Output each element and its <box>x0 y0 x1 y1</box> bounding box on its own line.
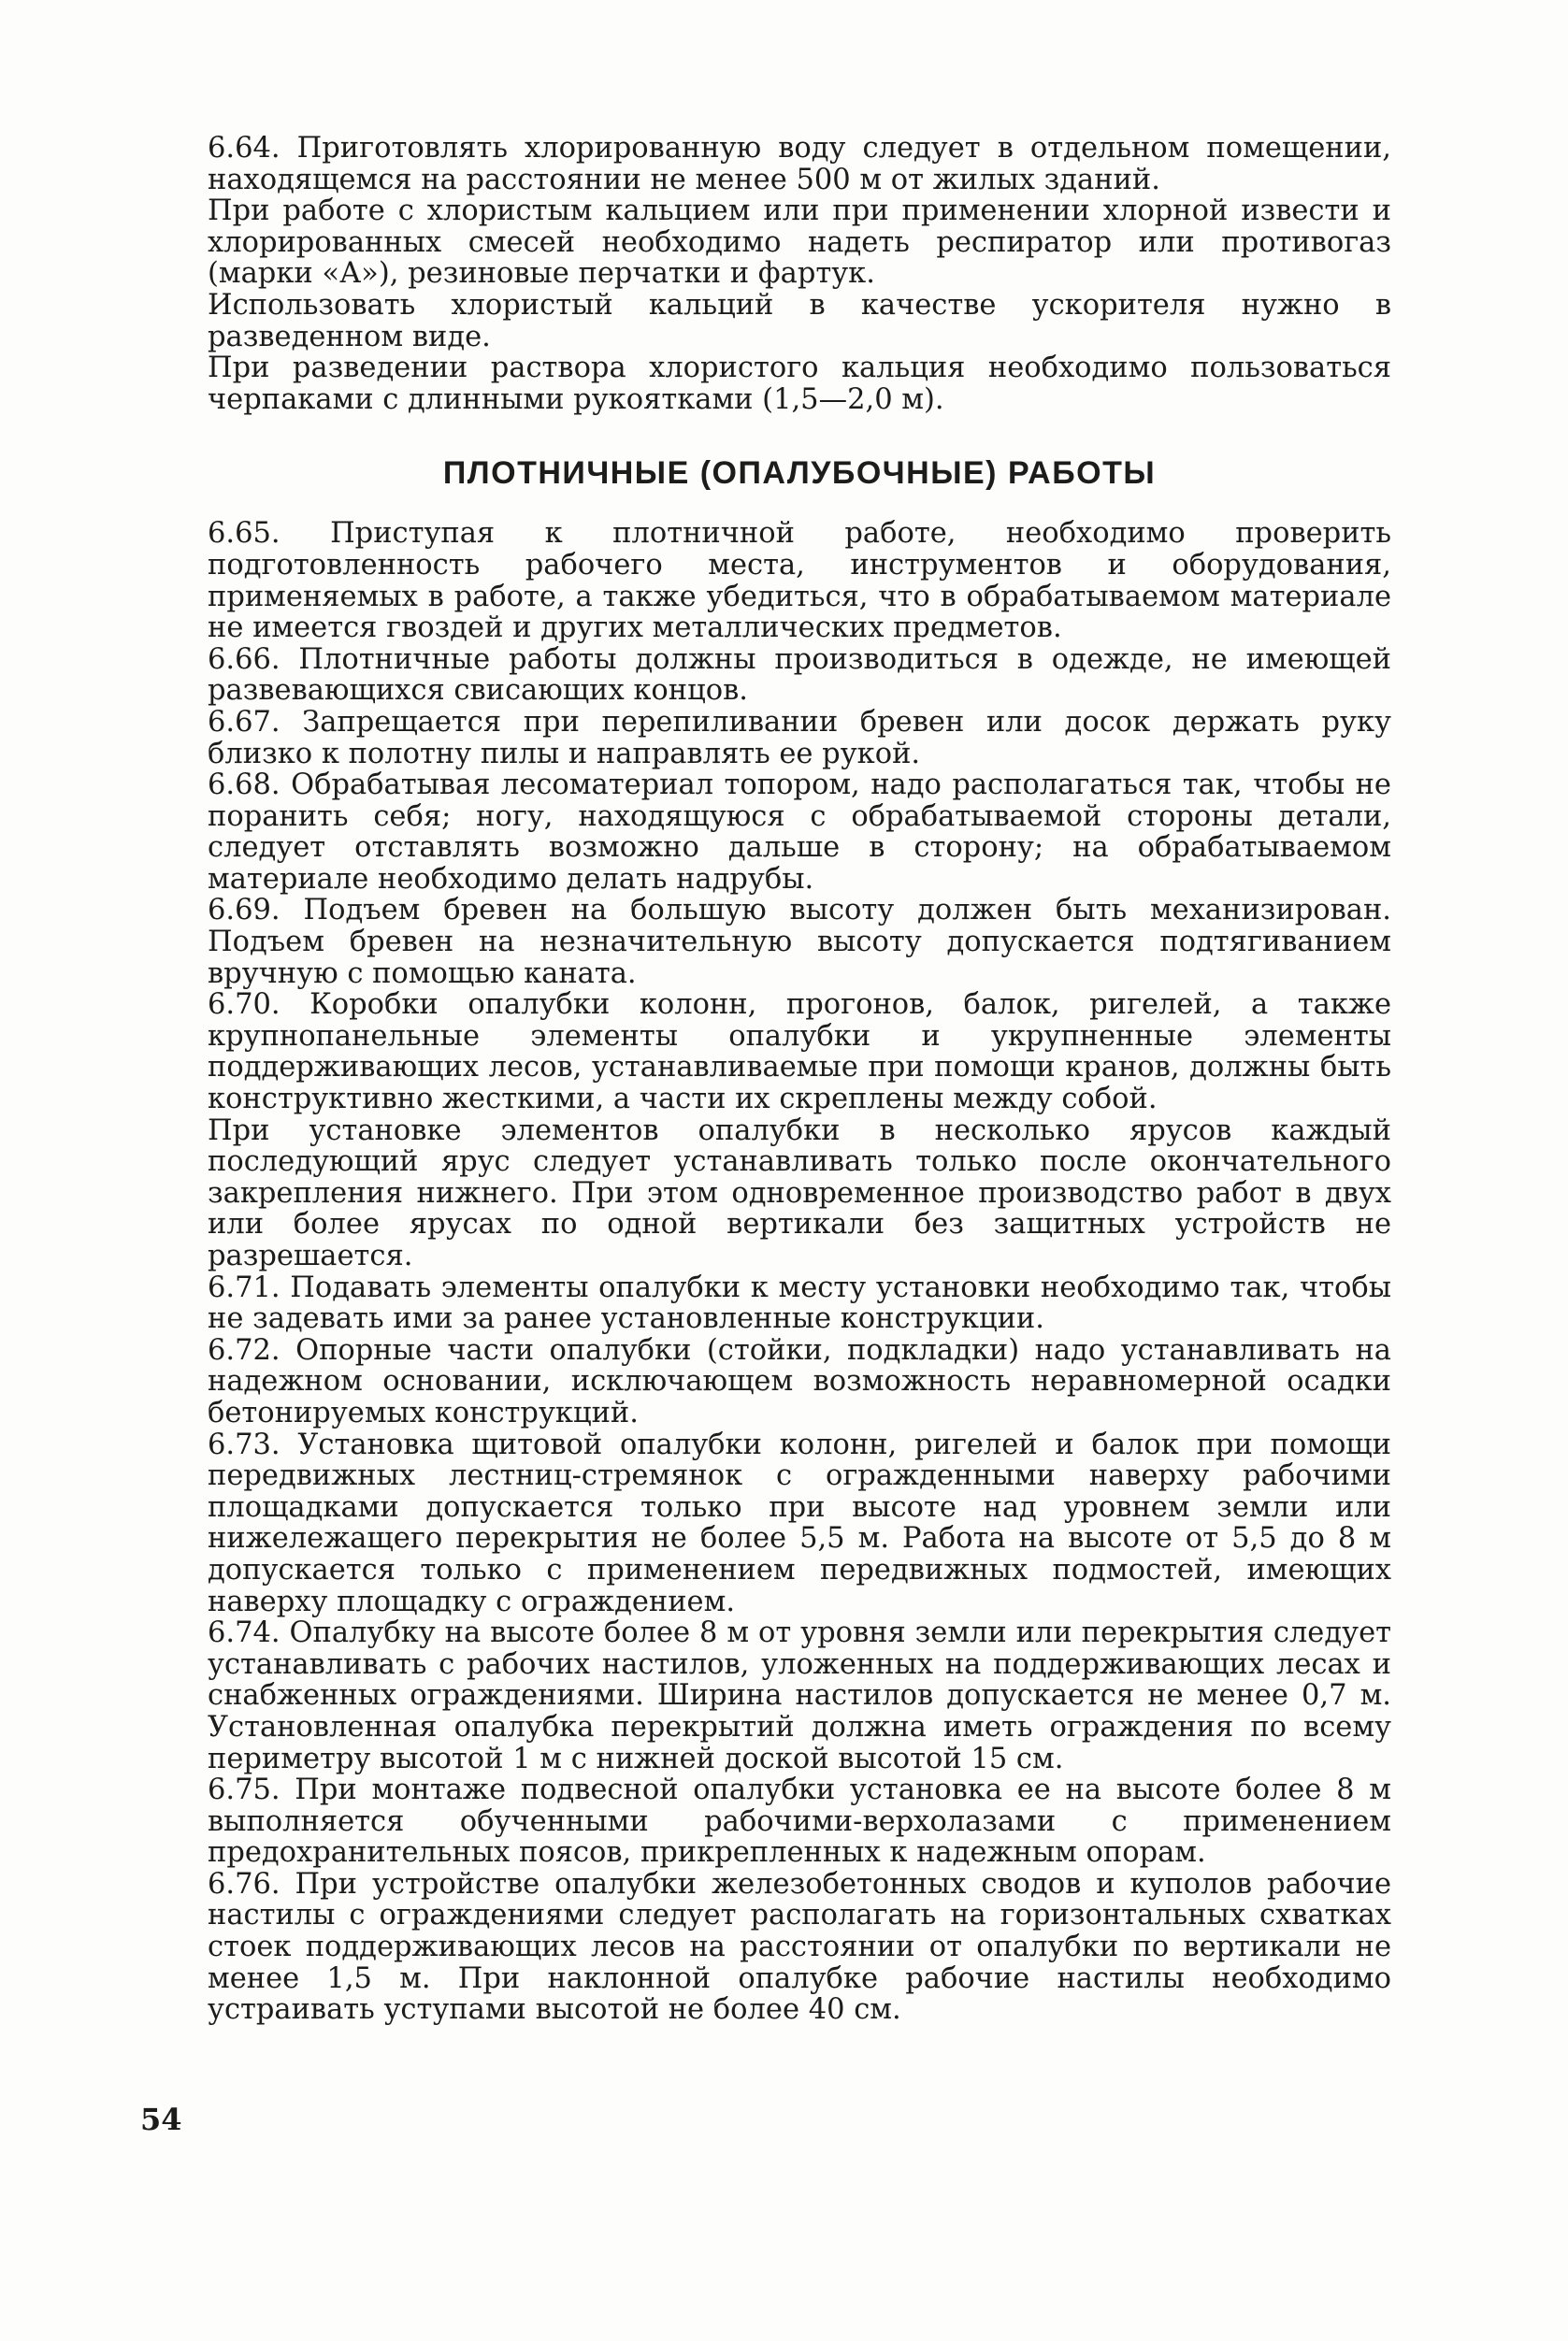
paragraph-6-67: 6.67. Запрещается при перепиливании бревен или досок держать руку близко к полотну пилы и направлять ее рукой. <box>208 705 1391 770</box>
paragraph-6-69: 6.69. Подъем бревен на большую высоту должен быть механизирован. Подъем бревен на незначительную высоту допускается подтягиванием вручную с помощью каната. <box>208 894 1391 990</box>
paragraph-accelerator: Использовать хлористый кальций в качестве ускорителя нужно в разведенном виде. <box>208 288 1391 353</box>
paragraph-tiers: При установке элементов опалубки в несколько ярусов каждый последующий ярус следует устанавливать только после окончательного закрепления нижнего. При этом одновременное производство работ в двух или более ярусах по одной вертикали без защитных устройств не разрешается. <box>208 1113 1391 1272</box>
paragraph-6-71: 6.71. Подавать элементы опалубки к месту установки необходимо так, чтобы не задевать ими за ранее установленные конструкции. <box>208 1271 1391 1336</box>
paragraph-6-76: 6.76. При устройстве опалубки железобетонных сводов и куполов рабочие настилы с ограждениями следует располагать на горизонтальных схватках стоек поддерживающих лесов на расстоянии от опалубки по вертикали не менее 1,5 м. При наклонной опалубке рабочие настилы необходимо устраивать уступами высотой не более 40 см. <box>208 1867 1391 2027</box>
text-column <box>208 133 1391 2026</box>
paragraph-6-66: 6.66. Плотничные работы должны производиться в одежде, не имеющей развевающихся свисающих концов. <box>208 642 1391 708</box>
paragraph-6-75: 6.75. При монтаже подвесной опалубки установка ее на высоте более 8 м выполняется обученными рабочими-верхолазами с применением предохранительных поясов, прикрепленных к надежным опорам. <box>208 1774 1391 1870</box>
page-number: 54 <box>140 2102 182 2137</box>
paragraph-6-68: 6.68. Обрабатывая лесоматериал топором, надо располагаться так, чтобы не поранить себя; ногу, находящуюся с обрабатываемой стороны детали, следует отставлять возможно дальше в сторону; на обрабатываемом материале необходимо делать надрубы. <box>208 768 1391 896</box>
paragraph-respirator: При работе с хлористым кальцием или при применении хлорной извести и хлорированных смесей необходимо надеть респиратор или противогаз (марки «А»), резиновые перчатки и фартук. <box>208 194 1391 291</box>
paragraph-6-70: 6.70. Коробки опалубки колонн, прогонов, балок, ригелей, а также крупнопанельные элементы опалубки и укрупненные элементы поддерживающих лесов, устанавливаемые при помощи кранов, должны быть конструктивно жесткими, а части их скреплены между собой. <box>208 988 1391 1116</box>
paragraph-6-65: 6.65. Приступая к плотничной работе, необходимо проверить подготовленность рабочего места, инструментов и оборудования, применяемых в работе, а также убедиться, что в обрабатываемом материале не имеется гвоздей и других металлических предметов. <box>208 517 1391 645</box>
paragraph-ladles: При разведении раствора хлористого кальция необходимо пользоваться черпаками с длинными рукоятками (1,5—2,0 м). <box>208 352 1391 416</box>
paragraph-6-73: 6.73. Установка щитовой опалубки колонн, ригелей и балок при помощи передвижных лестниц-стремянок с огражденными наверху рабочими площадками допускается только при высоте над уровнем земли или нижележащего перекрытия не более 5,5 м. Работа на высоте от 5,5 до 8 м допускается только с применением передвижных подмостей, имеющих наверху площадку с ограждением. <box>208 1428 1391 1618</box>
paragraph-6-74: 6.74. Опалубку на высоте более 8 м от уровня земли или перекрытия следует устанавливать с рабочих настилов, уложенных на поддерживающих лесах и снабженных ограждениями. Ширина настилов допускается не менее 0,7 м. Установленная опалубка перекрытий должна иметь ограждения по всему периметру высотой 1 м с нижней доской высотой 15 см. <box>208 1616 1391 1775</box>
section-heading: ПЛОТНИЧНЫЕ (ОПАЛУБОЧНЫЕ) РАБОТЫ <box>442 455 1157 492</box>
paragraph-6-72: 6.72. Опорные части опалубки (стойки, подкладки) надо устанавливать на надежном основании, исключающем возможность неравномерной осадки бетонируемых конструкций. <box>208 1333 1391 1429</box>
paragraph-6-64: 6.64. Приготовлять хлорированную воду следует в отдельном помещении, находящемся на расстоянии не менее 500 м от жилых зданий. <box>208 132 1391 196</box>
